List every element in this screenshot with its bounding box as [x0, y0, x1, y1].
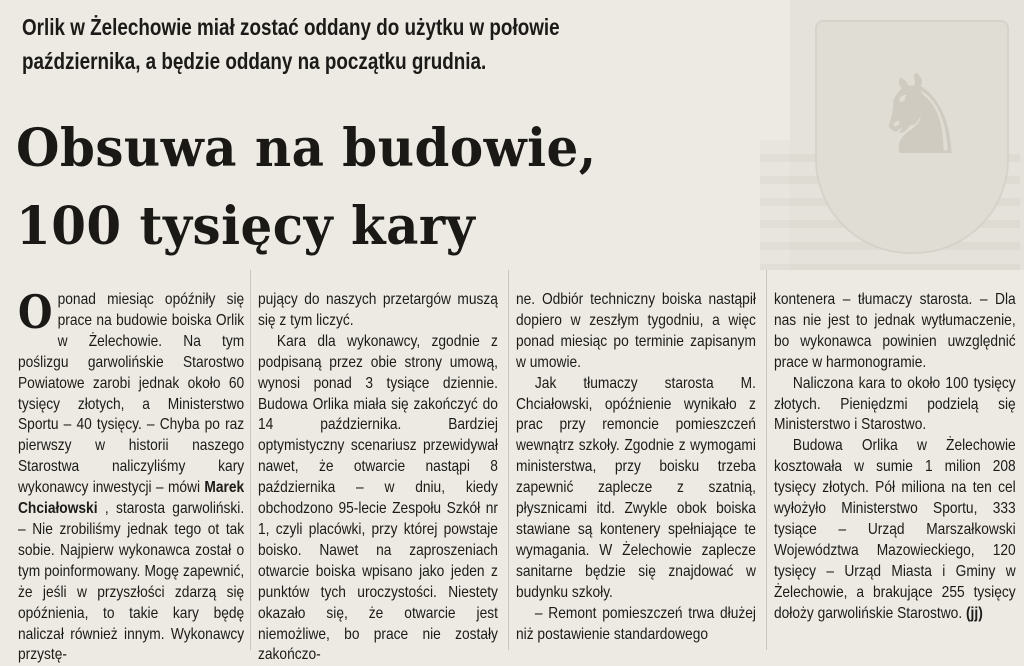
paragraph: pujący do naszych przetargów muszą się z tym liczyć. [258, 291, 498, 329]
paragraph: Budowa Orlika w Żelechowie kosztowała w sumie 1 milion 208 tysięcy złotych. Pół miliona na ten cel wyłożyło Ministerstwo Sportu, 333 tysiące – Urząd Marszałkowski Województwa Mazowieckiego, 120 tysięcy – Urząd Miasta i Gminy w Żelechowie, a brakujące 255 tysięcy dołoży garwolińskie Starostwo. (jj) [774, 437, 1016, 622]
article-lead: Orlik w Żelechowie miał zostać oddany do użytku w połowie października, a będzie oddany na początku grudnia. [22, 14, 560, 74]
paragraph: – Remont pomieszczeń trwa dłużej niż postawienie standardowego [516, 604, 756, 643]
horse-icon: ♞ [870, 51, 970, 179]
column-divider [766, 270, 767, 650]
paragraph: Kara dla wykonawcy, zgodnie z podpisaną przez obie strony umową, wynosi ponad 3 tysiące dziennie. Budowa Orlika miała się zakończyć do 14 października. Bardziej optymistyczny scenariusz przewidywał nawet, że otwarcie nastąpi 8 października – w dniu, kiedy obchodzono 95-lecie Zespołu Szkół nr 1, czyli placówki, przy której powstaje boisko. Nawet na zaproszeniach otwarcie boiska wpisano jako jeden z punktów tych uroczystości. Niestety okazało się, że otwarcie jest niemożliwe, bo prace nie zostały zakończo- [258, 332, 498, 664]
column-divider [508, 270, 509, 650]
paragraph: O ponad miesiąc opóźniły się prace na budowie boiska Orlik w Żelechowie. Na tym poślizgu garwolińskie Starostwo Powiatowe zarobi jednak około 60 tysięcy złotych, a Ministerstwo Sportu – 40 tysięcy. – Chyba po raz pierwszy w historii naszego Starostwa naliczyliśmy kary wykonawcy inwestycji – mówi Marek Chciałowski , starosta garwoliński. – Nie zrobiliśmy jednak tego ot tak sobie. Najpierw wykonawca został o tym poinformowany. Mogę zapewnić, że jeśli w przyszłości zdarzą się opóźnienia, to takie kary będę naliczał również innym. Wykonawcy przystę- [18, 285, 245, 664]
paragraph: Jak tłumaczy starosta M. Chciałowski, opóźnienie wynikało z prac przy remoncie pomieszczeń wewnątrz szkoły. Zgodnie z wymogami ministerstwa, przy boisku trzeba zapewnić zaplecze z szatnią, płysznicami itd. Zwykle obok boiska stawiane są kontenery spełniające te wymagania. W Żelechowie zaplecze sanitarne będzie się znajdować w budynku szkoły. [516, 374, 756, 601]
author-signature: (jj) [965, 604, 983, 622]
headline-line-2: 100 tysięcy kary [16, 196, 476, 257]
column-divider [250, 270, 251, 650]
article-column-2 [258, 290, 498, 666]
article-column-3 [516, 290, 756, 645]
paragraph: ne. Odbiór techniczny boiska nastąpił dopiero w zeszłym tygodniu, a więc ponad miesiąc po terminie zapisanym w umowie. [516, 291, 756, 371]
paragraph: kontenera – tłumaczy starosta. – Dla nas nie jest to jednak wytłumaczenie, bo wykonawca powinien uwzględnić prace w harmonogramie. [774, 291, 1016, 371]
paragraph: Naliczona kara to około 100 tysięcy złotych. Pieniędzmi podzielą się Ministerstwo i Starostwo. [774, 374, 1016, 434]
article-column-1 [18, 285, 245, 666]
headline-line-1: Obsuwa na budowie, [16, 118, 597, 179]
article-headline [16, 110, 597, 266]
drop-cap: O [18, 285, 53, 339]
article-column-4 [774, 290, 1016, 625]
person-name: Marek Chciałowski [18, 479, 245, 518]
